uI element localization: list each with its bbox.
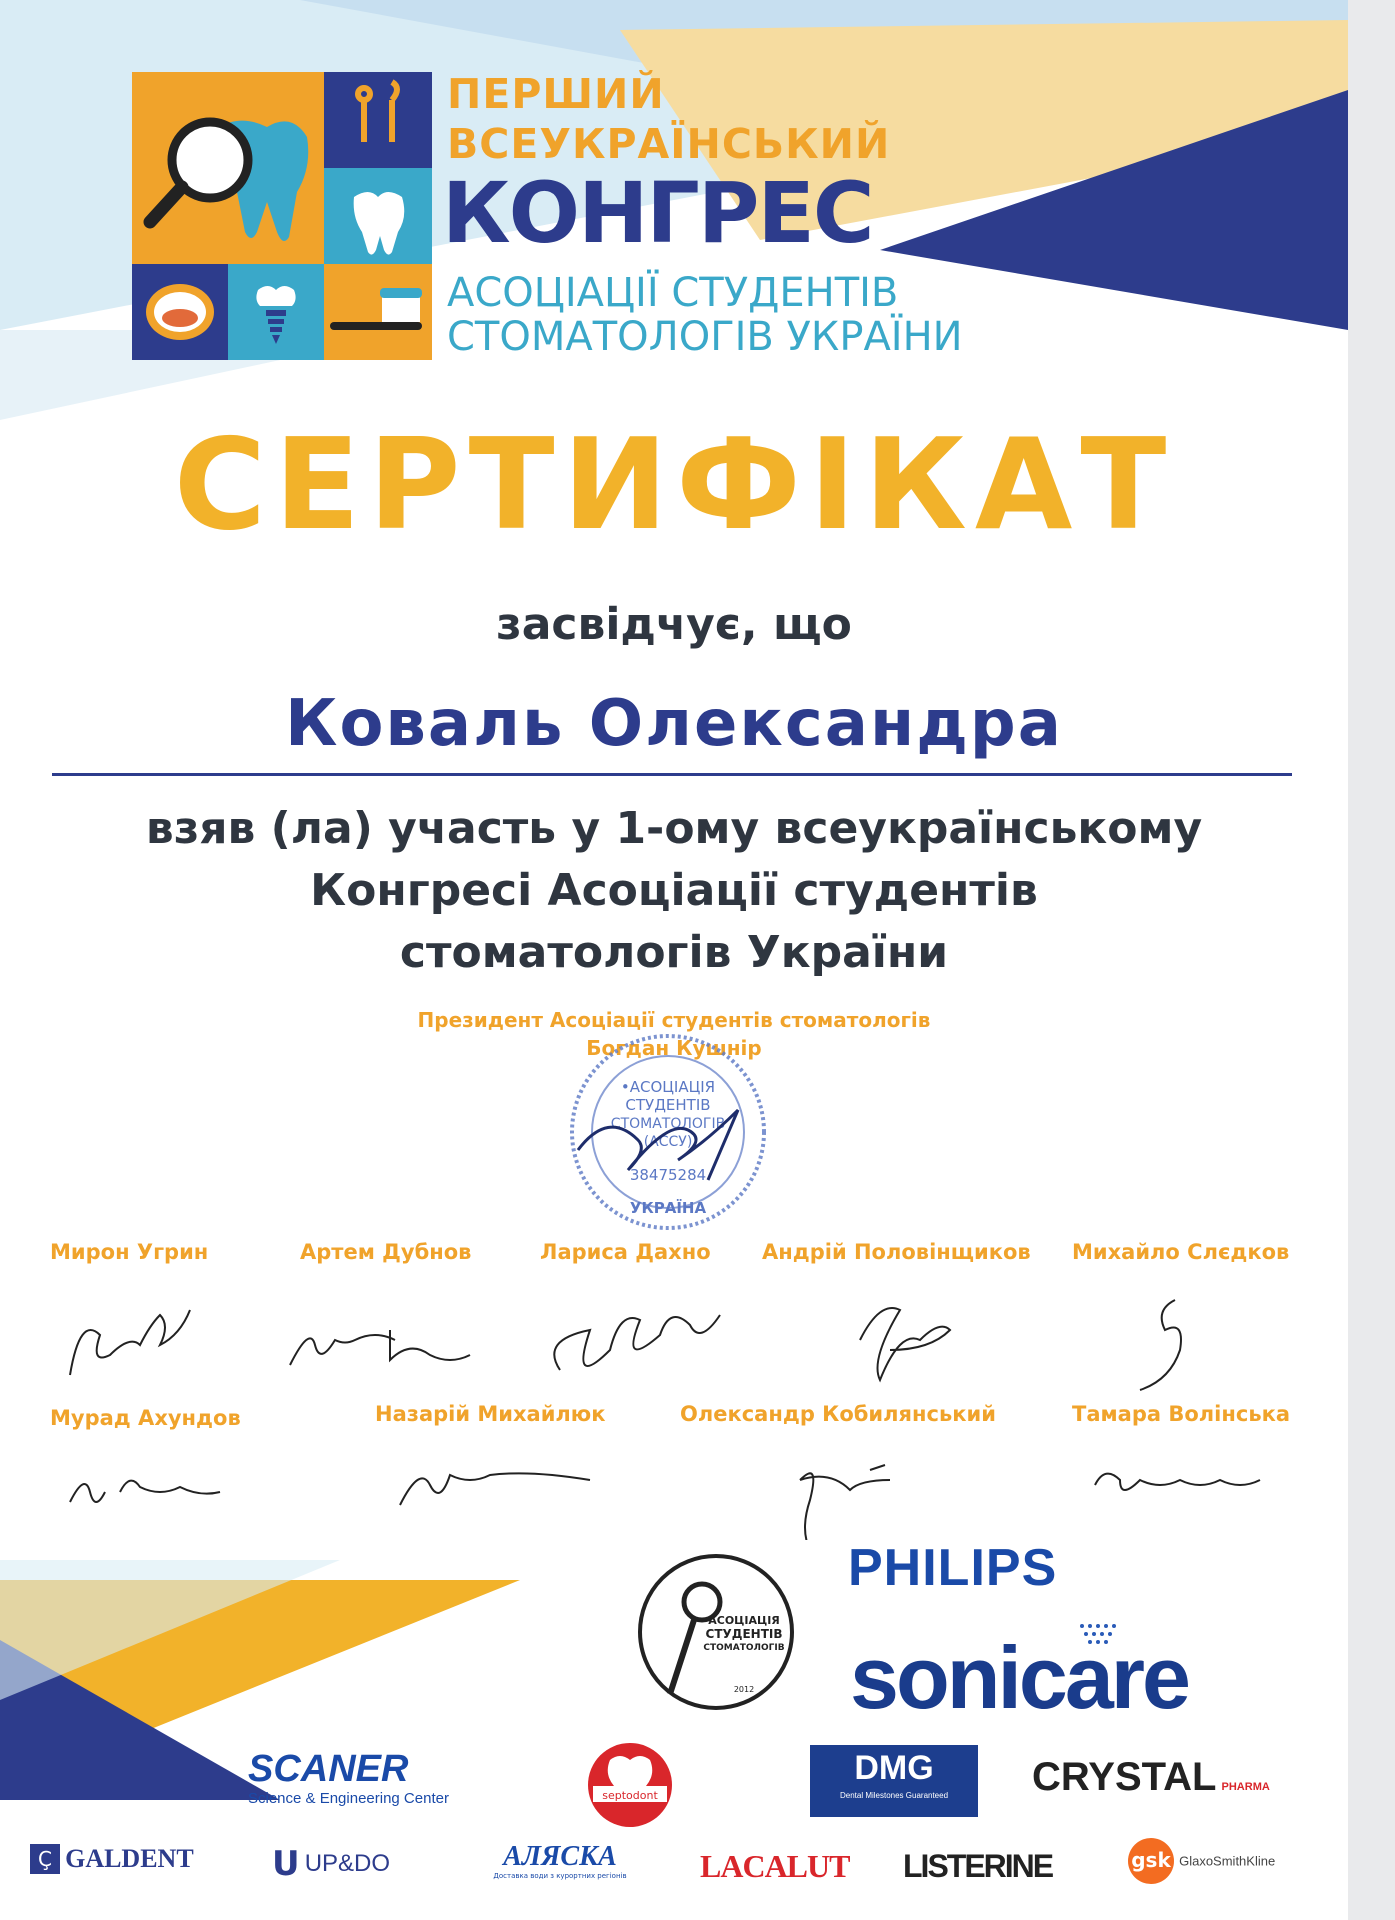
signature <box>70 1310 190 1375</box>
president-title: Президент Асоціації студентів стоматологів <box>417 1008 931 1032</box>
upado-logo <box>272 1844 390 1884</box>
assoc-logo-line-2: СТУДЕНТІВ <box>705 1627 783 1641</box>
signatory-name: Тамара Волінська <box>1072 1402 1291 1426</box>
gsk-logo <box>1128 1838 1275 1884</box>
official-stamp <box>538 1030 808 1230</box>
crystal-logo-subtitle: PHARMA <box>1221 1781 1270 1793</box>
scaner-logo <box>248 1748 488 1807</box>
signature <box>1095 1474 1260 1490</box>
congress-logo <box>132 72 432 360</box>
galdent-logo <box>30 1844 194 1880</box>
alyaska-logo-subtitle: Доставка води з курортних регіонів <box>493 1872 627 1880</box>
signature <box>860 1308 950 1380</box>
tooth-icon <box>608 1756 653 1786</box>
signature <box>1140 1300 1181 1390</box>
participation-line-2: Конгресі Асоціації студентів <box>310 865 1038 916</box>
signatures-row-1 <box>0 1270 1348 1400</box>
septodont-logo-text: septodont <box>602 1789 658 1802</box>
galdent-icon: Ç <box>30 1844 60 1874</box>
participation-line-1: взяв (ла) участь у 1-ому всеукраїнському <box>145 803 1203 854</box>
participation-text <box>0 798 1348 984</box>
lacalut-logo: LACALUT <box>700 1848 850 1884</box>
signatory-name: Назарій Михайлюк <box>375 1402 606 1426</box>
stamp-line-1: •АСОЦІАЦІЯ <box>620 1078 716 1096</box>
assoc-logo-line-1: АСОЦІАЦІЯ <box>708 1614 780 1627</box>
certifies-text: засвідчує, що <box>496 599 852 650</box>
header-line-4: АСОЦІАЦІЇ СТУДЕНТІВ <box>447 270 899 316</box>
stamp-line-3: СТОМАТОЛОГІВ <box>610 1116 726 1132</box>
signatory-name: Андрій Половінщиков <box>762 1240 1031 1264</box>
alyaska-logo-text: АЛЯСКА <box>503 1841 617 1872</box>
signatory-name: Мурад Ахундов <box>50 1406 241 1430</box>
association-logo <box>636 1552 796 1712</box>
crystal-logo-text: CRYSTAL <box>1032 1755 1217 1799</box>
alyaska-logo <box>490 1842 630 1880</box>
name-underline <box>52 773 1292 776</box>
scaner-logo-text: SCANER <box>248 1748 409 1790</box>
assoc-logo-year: 2012 <box>733 1685 755 1694</box>
scaner-logo-subtitle: Science & Engineering Center <box>248 1790 449 1807</box>
mouth-icon <box>146 284 214 340</box>
upado-u-icon: U <box>272 1844 300 1884</box>
philips-logo: PHILIPS <box>848 1539 1058 1597</box>
gsk-logo-text: gsk <box>1128 1838 1174 1884</box>
signatory-name: Олександр Кобилянський <box>680 1402 996 1426</box>
signature <box>400 1473 590 1505</box>
signature <box>290 1330 470 1365</box>
assoc-logo-line-3: СТОМАТОЛОГІВ <box>703 1643 785 1653</box>
crystal-logo <box>1032 1755 1270 1800</box>
stamp-line-2: СТУДЕНТІВ <box>625 1096 711 1114</box>
header-line-1: ПЕРШИЙ <box>447 70 665 118</box>
signatory-name: Лариса Дахно <box>540 1240 711 1264</box>
signature <box>70 1481 220 1502</box>
dmg-logo <box>810 1745 978 1817</box>
septodont-logo <box>585 1740 675 1830</box>
sonicare-logo: sonicare <box>850 1628 1188 1727</box>
gsk-logo-fullname: GlaxoSmithKline <box>1179 1853 1276 1869</box>
signatory-name: Мирон Угрин <box>50 1240 209 1264</box>
signatures-row-2 <box>0 1430 1348 1540</box>
president-name: Богдан Кушнір <box>586 1036 762 1060</box>
participation-line-3: стоматологів України <box>399 927 949 978</box>
listerine-logo: LISTERINE <box>903 1848 1053 1884</box>
signatory-name: Артем Дубнов <box>300 1240 472 1264</box>
header-line-2: ВСЕУКРАЇНСЬКИЙ <box>447 120 891 168</box>
upado-logo-text: UP&DO <box>304 1850 391 1877</box>
stamp-country: УКРАЇНА <box>629 1199 707 1217</box>
dmg-logo-text: DMG <box>854 1749 934 1787</box>
header-line-5: СТОМАТОЛОГІВ УКРАЇНИ <box>447 314 963 360</box>
galdent-logo-text: GALDENT <box>65 1844 194 1873</box>
signature <box>554 1315 720 1370</box>
dmg-logo-subtitle: Dental Milestones Guaranteed <box>839 1791 949 1800</box>
recipient-name: Коваль Олександра <box>285 687 1063 761</box>
stamp-code: 38475284 <box>629 1166 707 1184</box>
certificate-title: СЕРТИФІКАТ <box>173 411 1175 558</box>
signature <box>800 1465 890 1540</box>
stamp-line-4: (АССУ) <box>643 1134 693 1150</box>
header-congress: КОНГРЕС <box>442 164 873 262</box>
signatory-name: Михайло Слєдков <box>1072 1240 1290 1264</box>
